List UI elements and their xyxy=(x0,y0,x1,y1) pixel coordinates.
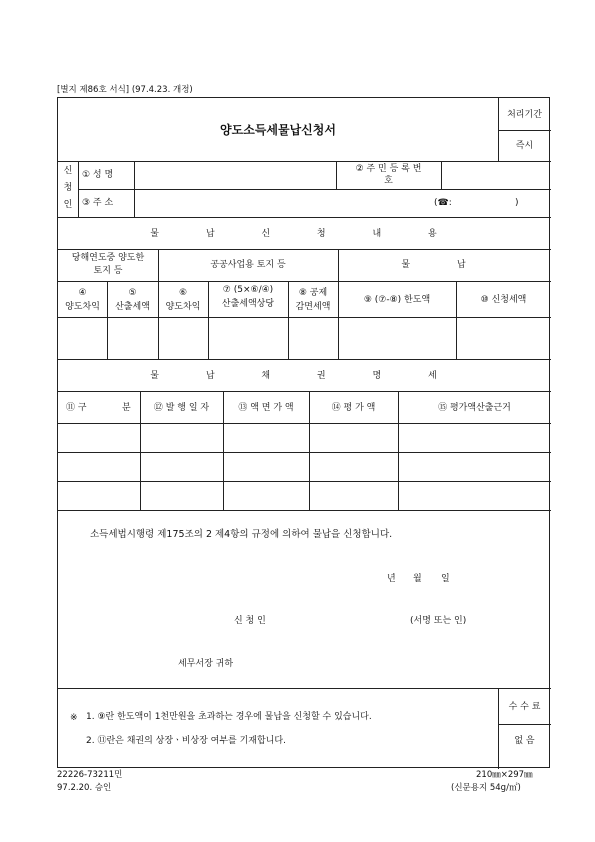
resident-id-label: ② 주 민 등 록 번 xyxy=(355,164,422,174)
col-7-label: 산출세액상당 xyxy=(221,299,275,309)
limit-amount-input[interactable] xyxy=(339,318,455,358)
date-month: 월 xyxy=(413,574,422,584)
computed-tax-equivalent-input[interactable] xyxy=(209,318,287,358)
resident-id-field[interactable] xyxy=(442,162,550,188)
resident-id-label-cont: 호 xyxy=(384,176,393,186)
applicant-signature-field[interactable] xyxy=(288,610,398,630)
phone-close: ) xyxy=(515,198,519,208)
note-2: 2. ⑪란은 채권의 상장ㆍ비상장 여부를 기재합니다. xyxy=(86,736,286,746)
col-7-num: ⑦ (5×⑥/④) xyxy=(222,285,274,295)
col-13-face-value: ⑬ 액 면 가 액 xyxy=(238,403,294,413)
footer-paper-size: 210㎜×297㎜ xyxy=(476,770,533,780)
footer-form-code: 22226-73211민 xyxy=(57,770,123,780)
col-10-requested-tax: ⑩ 신청세액 xyxy=(480,295,527,305)
applicant-side-label-1: 신 xyxy=(63,166,73,176)
requested-tax-input[interactable] xyxy=(457,318,550,358)
applicant-signature-label: 신 청 인 xyxy=(234,616,266,626)
col-15-valuation-basis: ⑮ 평가액산출근거 xyxy=(438,403,511,413)
footer-paper-type: (신문용지 54g/㎡) xyxy=(451,783,521,793)
col-8-num: ⑧ 공제 xyxy=(298,288,328,298)
col-6-label: 양도차익 xyxy=(165,302,201,312)
col-5-label: 산출세액 xyxy=(115,302,150,312)
col-5-num: ⑤ xyxy=(128,288,137,298)
deduction-input[interactable] xyxy=(289,318,337,358)
bond-row[interactable] xyxy=(59,482,550,509)
col-12-issue-date: ⑫ 발 행 일 자 xyxy=(153,403,210,413)
address-field[interactable] xyxy=(135,190,435,216)
col-11-num: ⑪ 구 xyxy=(66,403,87,413)
form-number: [별지 제86호 서식] (97.4.23. 개정) xyxy=(57,85,193,95)
col-6-num: ⑥ xyxy=(178,288,188,298)
application-form xyxy=(57,97,550,768)
col-4-num: ④ xyxy=(78,288,87,298)
group-same-year-land: 당해연도중 양도한 xyxy=(71,253,145,263)
applicant-side-label-3: 인 xyxy=(63,200,73,210)
bond-section-title: 물 납 채 권 명 세 xyxy=(150,371,459,381)
col-4-label: 양도차익 xyxy=(65,302,100,312)
request-section-title: 물 납 신 청 내 용 xyxy=(150,229,459,239)
col-11-label: 분 xyxy=(122,403,131,413)
processing-period-label: 처리기간 xyxy=(507,110,542,120)
name-field[interactable] xyxy=(135,162,335,188)
sign-or-seal-label: (서명 또는 인) xyxy=(410,616,467,626)
address-label: ③ 주 소 xyxy=(82,198,114,208)
col-9-limit: ⑨ (⑦-⑧) 한도액 xyxy=(363,295,431,305)
note-1: 1. ⑨란 한도액이 1천만원을 초과하는 경우에 물납을 신청할 수 있습니다. xyxy=(86,712,372,722)
bond-row[interactable] xyxy=(59,453,550,480)
name-label: ① 성 명 xyxy=(82,170,114,180)
col-8-label: 감면세액 xyxy=(295,302,331,312)
date-year: 년 xyxy=(387,574,396,584)
group-same-year-land-cont: 토지 등 xyxy=(93,266,123,276)
bond-row[interactable] xyxy=(59,424,550,451)
transfer-gain-input[interactable] xyxy=(59,318,106,358)
date-day: 일 xyxy=(441,574,450,584)
fee-value: 없 음 xyxy=(514,736,535,746)
notes-mark: ※ xyxy=(70,713,78,723)
declaration-statement: 소득세법시행령 제175조의 2 제4항의 규정에 의하여 물납을 신청합니다. xyxy=(90,529,393,540)
col-14-appraised-value: ⑭ 평 가 액 xyxy=(331,403,376,413)
processing-period-value: 즉시 xyxy=(515,141,534,151)
footer-approval-date: 97.2.20. 승인 xyxy=(57,783,112,793)
form-title: 양도소득세물납신청서 xyxy=(220,123,336,137)
group-public-project-land: 공공사업용 토지 등 xyxy=(210,260,286,270)
phone-field[interactable] xyxy=(460,192,510,214)
public-transfer-gain-input[interactable] xyxy=(159,318,207,358)
group-payment-in-kind: 물 납 xyxy=(401,260,488,270)
applicant-side-label-2: 청 xyxy=(63,183,73,193)
computed-tax-input[interactable] xyxy=(108,318,157,358)
phone-label: (☎: xyxy=(434,198,452,208)
recipient-tax-office: 세무서장 귀하 xyxy=(178,659,234,669)
fee-label: 수 수 료 xyxy=(508,702,541,712)
